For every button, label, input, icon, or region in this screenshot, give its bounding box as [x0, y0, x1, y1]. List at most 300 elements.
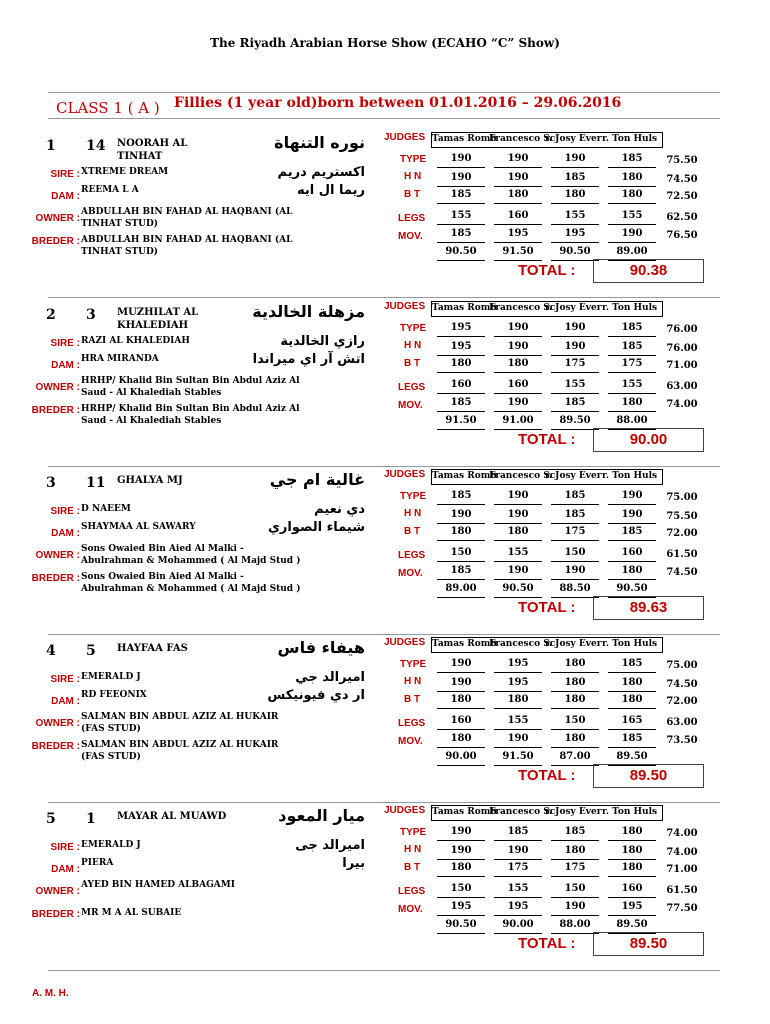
score-cell: 90.50	[616, 583, 648, 594]
legs-label: LEGS	[398, 886, 426, 897]
score-underline	[437, 859, 485, 860]
owner-name: Sons Owaied Bin Aied Al Malki - Abulrahman & Mohammed ( Al Majd Stud )	[81, 544, 301, 566]
bt-label: B T	[404, 358, 421, 369]
score-cell: 180	[621, 397, 643, 408]
score-underline	[551, 915, 599, 916]
score-cell: 190	[507, 322, 529, 333]
mov-label: MOV.	[398, 400, 423, 411]
score-underline	[551, 203, 599, 204]
score-cell: 90.50	[445, 246, 477, 257]
sire-label: SIRE :	[50, 842, 80, 853]
score-underline	[494, 765, 542, 766]
score-underline	[551, 691, 599, 692]
score-cell: 180	[621, 826, 643, 837]
section-total: 76.00	[666, 324, 698, 335]
score-cell: 190	[507, 153, 529, 164]
score-cell: 180	[564, 677, 586, 688]
sire-name: D NAEEM	[81, 504, 131, 514]
sire-label: SIRE :	[50, 338, 80, 349]
score-underline	[437, 540, 485, 541]
hn-label: H N	[404, 508, 422, 519]
score-cell: 185	[564, 490, 586, 501]
score-underline	[494, 411, 542, 412]
owner-label: OWNER :	[35, 886, 80, 897]
dam-name: SHAYMAA AL SAWARY	[81, 522, 196, 532]
horse-name: MAYAR AL MUAWD	[117, 811, 227, 822]
score-cell: 190	[507, 845, 529, 856]
score-cell: 190	[450, 153, 472, 164]
score-cell: 155	[564, 379, 586, 390]
judge-name: r. Josy Ever	[545, 639, 602, 649]
score-cell: 185	[621, 733, 643, 744]
score-underline	[608, 691, 656, 692]
owner-label: OWNER :	[35, 550, 80, 561]
score-cell: 185	[621, 526, 643, 537]
score-underline	[608, 840, 656, 841]
catalogue-number: 14	[86, 138, 106, 154]
total-label: TOTAL :	[518, 431, 576, 448]
score-underline	[551, 876, 599, 877]
score-underline	[437, 393, 485, 394]
dam-label: DAM :	[51, 528, 80, 539]
score-underline	[608, 167, 656, 168]
judge-name: r. Ton Huls	[602, 303, 658, 313]
score-cell: 180	[507, 694, 529, 705]
score-cell: 155	[450, 210, 472, 221]
dam-label: DAM :	[51, 864, 80, 875]
score-cell: 180	[450, 358, 472, 369]
score-cell: 89.50	[559, 415, 591, 426]
total-score: 89.50	[593, 764, 704, 788]
score-cell: 175	[507, 862, 529, 873]
bt-label: B T	[404, 189, 421, 200]
score-underline	[608, 523, 656, 524]
total-score: 90.38	[593, 259, 704, 283]
score-cell: 190	[450, 845, 472, 856]
score-underline	[437, 167, 485, 168]
breeder-name: SALMAN BIN ABDUL AZIZ AL HUKAIR (FAS STUD)	[81, 740, 279, 762]
score-underline	[551, 504, 599, 505]
entry-row	[0, 133, 770, 301]
score-underline	[437, 355, 485, 356]
score-cell: 190	[507, 565, 529, 576]
score-underline	[437, 203, 485, 204]
score-underline	[551, 242, 599, 243]
section-total: 62.50	[666, 212, 698, 223]
score-cell: 90.50	[502, 583, 534, 594]
total-label: TOTAL :	[518, 262, 576, 279]
section-total: 71.00	[666, 360, 698, 371]
score-underline	[494, 915, 542, 916]
section-total: 61.50	[666, 549, 698, 560]
score-underline	[608, 411, 656, 412]
score-underline	[437, 561, 485, 562]
score-underline	[608, 876, 656, 877]
sire-name-arabic: اميرالد جى	[295, 838, 365, 853]
horse-name-arabic: مزهلة الخالدية	[252, 302, 365, 321]
section-total: 75.00	[666, 660, 698, 671]
score-cell: 89.50	[616, 751, 648, 762]
score-underline	[608, 393, 656, 394]
score-cell: 195	[564, 228, 586, 239]
score-underline	[608, 708, 656, 709]
score-underline	[437, 933, 485, 934]
section-total: 74.50	[666, 174, 698, 185]
score-underline	[494, 372, 542, 373]
score-underline	[494, 747, 542, 748]
hn-label: H N	[404, 844, 422, 855]
score-underline	[437, 672, 485, 673]
horse-name-arabic: ميار المعود	[278, 806, 365, 825]
score-underline	[437, 336, 485, 337]
score-underline	[437, 260, 485, 261]
dam-label: DAM :	[51, 696, 80, 707]
score-cell: 175	[564, 358, 586, 369]
score-cell: 180	[621, 845, 643, 856]
score-cell: 160	[450, 715, 472, 726]
section-total: 63.00	[666, 717, 698, 728]
entry-row	[0, 470, 770, 638]
score-underline	[551, 411, 599, 412]
section-total: 72.00	[666, 528, 698, 539]
score-cell: 190	[507, 172, 529, 183]
score-underline	[437, 504, 485, 505]
section-total: 74.00	[666, 847, 698, 858]
score-underline	[551, 859, 599, 860]
score-cell: 155	[507, 883, 529, 894]
score-underline	[437, 242, 485, 243]
score-cell: 190	[450, 658, 472, 669]
legs-label: LEGS	[398, 718, 426, 729]
owner-label: OWNER :	[35, 213, 80, 224]
bt-label: B T	[404, 694, 421, 705]
sire-name-arabic: دي نعيم	[314, 502, 365, 517]
score-underline	[551, 708, 599, 709]
score-underline	[437, 747, 485, 748]
breeder-name: ABDULLAH BIN FAHAD AL HAQBANI (AL TINHAT STUD)	[81, 235, 293, 257]
entry-row	[0, 806, 770, 974]
breeder-label: BREDER :	[31, 405, 80, 416]
score-cell: 185	[621, 153, 643, 164]
dam-label: DAM :	[51, 191, 80, 202]
score-cell: 195	[450, 322, 472, 333]
section-total: 71.00	[666, 864, 698, 875]
sire-label: SIRE :	[50, 506, 80, 517]
hn-label: H N	[404, 171, 422, 182]
score-cell: 89.00	[616, 246, 648, 257]
score-underline	[551, 540, 599, 541]
score-underline	[608, 224, 656, 225]
score-cell: 190	[564, 901, 586, 912]
section-total: 75.50	[666, 511, 698, 522]
judges-names	[431, 132, 663, 148]
owner-label: OWNER :	[35, 382, 80, 393]
judges-names	[431, 469, 663, 485]
score-underline	[494, 561, 542, 562]
judges-names	[431, 301, 663, 317]
judge-name: Francesco Sc	[489, 471, 556, 481]
horse-name-arabic: نوره التنهاة	[274, 133, 365, 152]
total-label: TOTAL :	[518, 599, 576, 616]
section-total: 74.00	[666, 828, 698, 839]
judge-name: r. Josy Ever	[545, 471, 602, 481]
score-underline	[437, 840, 485, 841]
score-underline	[494, 242, 542, 243]
judge-name: Tamas Romb	[432, 471, 497, 481]
horse-name: GHALYA MJ	[117, 475, 183, 486]
score-underline	[608, 372, 656, 373]
score-cell: 180	[450, 694, 472, 705]
score-cell: 175	[564, 526, 586, 537]
legs-label: LEGS	[398, 213, 426, 224]
score-underline	[437, 372, 485, 373]
score-cell: 88.00	[616, 415, 648, 426]
breeder-label: BREDER :	[31, 573, 80, 584]
score-underline	[494, 540, 542, 541]
score-underline	[437, 897, 485, 898]
score-cell: 185	[621, 322, 643, 333]
score-underline	[608, 897, 656, 898]
score-cell: 155	[507, 547, 529, 558]
score-underline	[494, 224, 542, 225]
judge-name: r. Ton Huls	[602, 471, 658, 481]
score-underline	[494, 597, 542, 598]
mov-label: MOV.	[398, 904, 423, 915]
score-underline	[494, 504, 542, 505]
score-cell: 160	[621, 883, 643, 894]
judge-name: r. Ton Huls	[602, 639, 658, 649]
total-score: 89.63	[593, 596, 704, 620]
score-cell: 90.00	[445, 751, 477, 762]
score-cell: 190	[507, 490, 529, 501]
breeder-name: HRHP/ Khalid Bin Sultan Bin Abdul Aziz Al Saud - Al Khalediah Stables	[81, 404, 300, 426]
judge-name: Tamas Romb	[432, 303, 497, 313]
total-label: TOTAL :	[518, 935, 576, 952]
section-total: 74.50	[666, 567, 698, 578]
score-underline	[551, 429, 599, 430]
dam-name: HRA MIRANDA	[81, 354, 159, 364]
hn-label: H N	[404, 340, 422, 351]
score-cell: 150	[564, 715, 586, 726]
score-cell: 175	[564, 862, 586, 873]
score-cell: 185	[564, 397, 586, 408]
score-cell: 175	[621, 358, 643, 369]
type-label: TYPE	[400, 154, 427, 165]
divider	[48, 802, 720, 803]
breeder-label: BREDER :	[31, 236, 80, 247]
order-number: 2	[46, 307, 56, 323]
score-cell: 190	[564, 565, 586, 576]
divider	[48, 970, 720, 971]
score-cell: 180	[621, 677, 643, 688]
score-underline	[494, 840, 542, 841]
judge-name: Francesco Sc	[489, 134, 556, 144]
score-underline	[494, 708, 542, 709]
score-underline	[494, 393, 542, 394]
catalogue-number: 3	[86, 307, 96, 323]
score-cell: 190	[450, 509, 472, 520]
score-underline	[551, 933, 599, 934]
score-cell: 160	[507, 379, 529, 390]
score-underline	[437, 429, 485, 430]
sire-name: XTREME DREAM	[81, 167, 169, 177]
score-underline	[437, 729, 485, 730]
order-number: 3	[46, 475, 56, 491]
score-cell: 195	[450, 901, 472, 912]
document-title: The Riyadh Arabian Horse Show (ECAHO “C” Show)	[210, 36, 560, 50]
section-total: 73.50	[666, 735, 698, 746]
breeder-name: Sons Owaied Bin Aied Al Malki - Abulrahman & Mohammed ( Al Majd Stud )	[81, 572, 301, 594]
order-number: 5	[46, 811, 56, 827]
section-total: 63.00	[666, 381, 698, 392]
score-cell: 185	[564, 826, 586, 837]
divider	[48, 92, 720, 93]
owner-label: OWNER :	[35, 718, 80, 729]
score-underline	[551, 672, 599, 673]
judge-name: r. Josy Ever	[545, 303, 602, 313]
score-cell: 160	[621, 547, 643, 558]
legs-label: LEGS	[398, 550, 426, 561]
owner-name: AYED BIN HAMED ALBAGAMI	[81, 880, 235, 890]
section-total: 77.50	[666, 903, 698, 914]
score-cell: 180	[564, 189, 586, 200]
score-cell: 195	[621, 901, 643, 912]
score-cell: 88.00	[559, 919, 591, 930]
score-cell: 180	[507, 189, 529, 200]
sire-name-arabic: اكستريم دريم	[277, 165, 365, 180]
score-underline	[608, 672, 656, 673]
sire-name: RAZI AL KHALEDIAH	[81, 336, 190, 346]
horse-name-arabic: غالية ام جي	[269, 470, 365, 489]
horse-name: NOORAH AL TINHAT	[117, 138, 188, 162]
score-underline	[494, 355, 542, 356]
score-cell: 88.50	[559, 583, 591, 594]
entry-row	[0, 302, 770, 470]
judges-names	[431, 637, 663, 653]
score-underline	[437, 523, 485, 524]
score-underline	[494, 729, 542, 730]
type-label: TYPE	[400, 491, 427, 502]
score-cell: 180	[621, 862, 643, 873]
section-total: 72.50	[666, 191, 698, 202]
score-cell: 91.50	[502, 751, 534, 762]
score-cell: 185	[450, 189, 472, 200]
score-underline	[551, 260, 599, 261]
score-cell: 180	[564, 658, 586, 669]
score-underline	[608, 203, 656, 204]
breeder-label: BREDER :	[31, 741, 80, 752]
score-cell: 190	[621, 509, 643, 520]
score-cell: 180	[507, 526, 529, 537]
score-cell: 150	[564, 883, 586, 894]
mov-label: MOV.	[398, 568, 423, 579]
score-cell: 195	[507, 228, 529, 239]
horse-name: HAYFAA FAS	[117, 643, 188, 654]
owner-name: ABDULLAH BIN FAHAD AL HAQBANI (AL TINHAT STUD)	[81, 207, 293, 229]
score-underline	[608, 336, 656, 337]
score-underline	[608, 729, 656, 730]
score-underline	[608, 186, 656, 187]
score-underline	[494, 203, 542, 204]
score-cell: 155	[564, 210, 586, 221]
judge-name: r. Josy Ever	[545, 134, 602, 144]
score-cell: 185	[450, 490, 472, 501]
score-underline	[437, 186, 485, 187]
sire-name-arabic: رازي الخالدية	[280, 334, 365, 349]
score-underline	[551, 765, 599, 766]
score-cell: 155	[507, 715, 529, 726]
section-total: 61.50	[666, 885, 698, 896]
score-cell: 185	[621, 341, 643, 352]
score-cell: 89.00	[445, 583, 477, 594]
score-underline	[551, 372, 599, 373]
score-cell: 180	[621, 189, 643, 200]
divider	[48, 118, 720, 119]
score-underline	[437, 876, 485, 877]
score-underline	[551, 167, 599, 168]
dam-name-arabic: ريما ال ايه	[297, 183, 365, 198]
score-underline	[608, 242, 656, 243]
score-cell: 180	[450, 526, 472, 537]
mov-label: MOV.	[398, 736, 423, 747]
score-underline	[437, 224, 485, 225]
judges-label: JUDGES	[384, 637, 426, 648]
sire-name-arabic: اميرالد جي	[295, 670, 365, 685]
total-score: 89.50	[593, 932, 704, 956]
judge-name: r. Ton Huls	[602, 807, 658, 817]
score-cell: 185	[621, 658, 643, 669]
score-cell: 91.50	[445, 415, 477, 426]
score-cell: 180	[621, 565, 643, 576]
sire-name: EMERALD J	[81, 840, 141, 850]
owner-name: HRHP/ Khalid Bin Sultan Bin Abdul Aziz Al Saud - Al Khalediah Stables	[81, 376, 300, 398]
dam-name-arabic: اتش آر اي ميراندا	[252, 352, 365, 367]
score-underline	[437, 597, 485, 598]
judge-name: Tamas Romb	[432, 639, 497, 649]
score-underline	[437, 691, 485, 692]
score-underline	[551, 393, 599, 394]
score-cell: 185	[450, 397, 472, 408]
score-underline	[551, 355, 599, 356]
score-cell: 180	[507, 358, 529, 369]
judge-name: Francesco Sc	[489, 807, 556, 817]
score-underline	[608, 504, 656, 505]
score-underline	[608, 915, 656, 916]
score-cell: 190	[507, 341, 529, 352]
score-cell: 190	[507, 397, 529, 408]
score-cell: 91.00	[502, 415, 534, 426]
bt-label: B T	[404, 862, 421, 873]
score-underline	[608, 355, 656, 356]
score-cell: 180	[450, 733, 472, 744]
score-underline	[551, 579, 599, 580]
section-total: 75.50	[666, 155, 698, 166]
section-total: 74.50	[666, 679, 698, 690]
score-cell: 190	[450, 172, 472, 183]
score-cell: 190	[564, 153, 586, 164]
score-underline	[551, 523, 599, 524]
section-total: 75.00	[666, 492, 698, 503]
total-score: 90.00	[593, 428, 704, 452]
horse-name: MUZHILAT AL KHALEDIAH	[117, 307, 199, 331]
score-cell: 190	[564, 322, 586, 333]
score-cell: 150	[564, 547, 586, 558]
judges-label: JUDGES	[384, 469, 426, 480]
breeder-name: MR M A AL SUBAIE	[81, 908, 182, 918]
horse-name-arabic: هيفاء فاس	[277, 638, 365, 657]
judge-name: Francesco Sc	[489, 639, 556, 649]
score-underline	[551, 224, 599, 225]
